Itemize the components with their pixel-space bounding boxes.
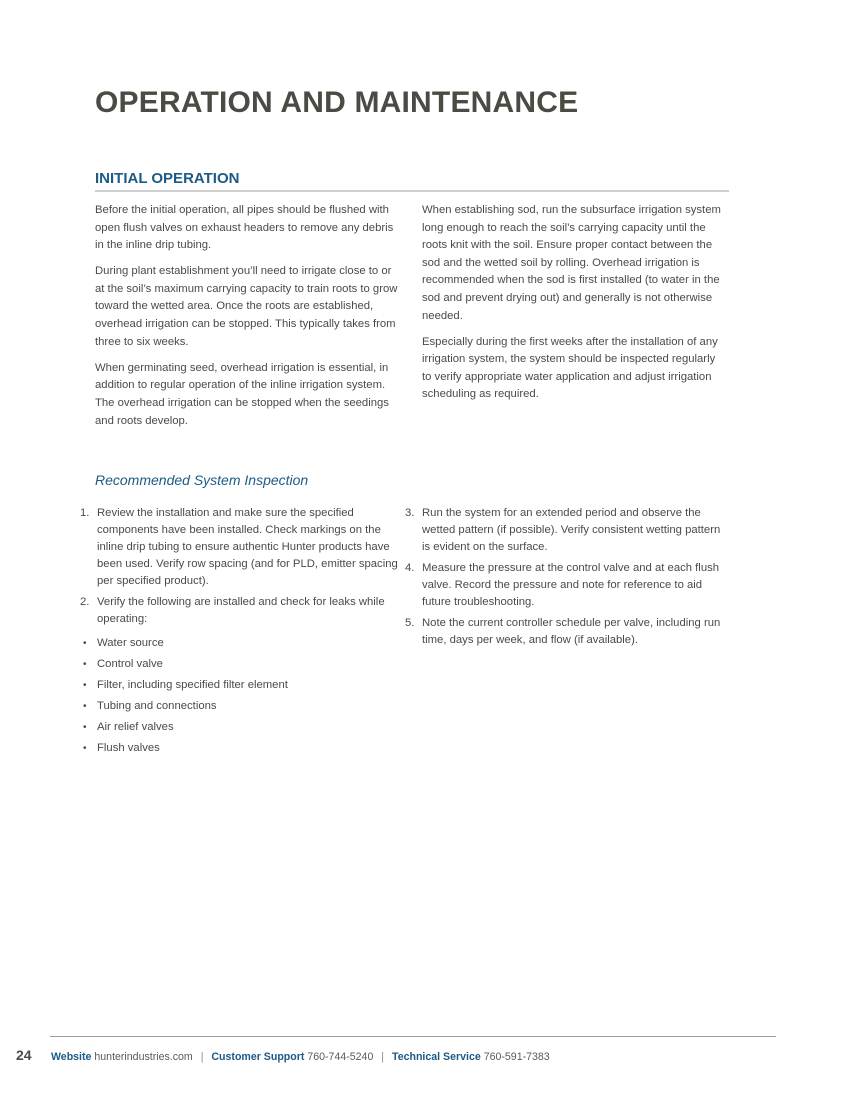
left-column <box>95 202 400 439</box>
bullet-item <box>80 635 400 656</box>
list-item-text: Note the current controller schedule per valve, including run time, days per week, and flow (if available). <box>422 617 721 646</box>
footer-separator: | <box>381 1051 385 1063</box>
list-number: 2. <box>80 596 90 608</box>
page-number: 24 <box>16 1047 32 1063</box>
bullet-item <box>80 719 400 740</box>
list-item-text: Verify the following are installed and check for leaks while operating: <box>97 596 385 625</box>
bullet-item <box>80 740 400 761</box>
footer-separator: | <box>200 1051 204 1063</box>
customer-support-phone: 760-744-5240 <box>307 1051 374 1063</box>
bullet-icon: • <box>83 743 87 754</box>
inspection-list-right <box>405 505 725 653</box>
paragraph: Before the initial operation, all pipes should be flushed with open flush valves on exhaust headers to remove any debris in the inline drip tubing. <box>95 204 394 252</box>
list-item <box>405 615 725 649</box>
technical-service-label: Technical Service <box>392 1051 481 1063</box>
list-number: 3. <box>405 507 415 519</box>
footer-divider <box>50 1036 776 1037</box>
bullet-icon: • <box>83 659 87 670</box>
check-items-list <box>80 635 400 761</box>
list-item <box>405 560 725 611</box>
bullet-text: Air relief valves <box>97 721 174 733</box>
inspection-heading: Recommended System Inspection <box>95 472 309 488</box>
footer <box>51 1051 550 1063</box>
bullet-item <box>80 698 400 719</box>
list-item-text: Measure the pressure at the control valve and at each flush valve. Record the pressure and note for reference to aid future troubleshooting. <box>422 562 720 608</box>
list-item <box>405 505 725 556</box>
technical-service-phone: 760-591-7383 <box>483 1051 550 1063</box>
bullet-text: Water source <box>97 637 164 649</box>
bullet-icon: • <box>83 722 87 733</box>
list-item-text: Review the installation and make sure the specified components have been installed. Check markings on the inline drip tubing to ensure authentic Hunter products have been used. Verify row spacing (and for PLD, emitter spacing per specified product). <box>97 507 398 587</box>
paragraph: When germinating seed, overhead irrigation is essential, in addition to regular operation of the inline irrigation system. The overhead irrigation can be stopped when the seedings and roots develop. <box>95 361 389 427</box>
website-label: Website <box>51 1051 92 1063</box>
website-link[interactable]: hunterindustries.com <box>94 1051 193 1063</box>
bullet-text: Filter, including specified filter element <box>97 679 288 691</box>
bullet-item <box>80 677 400 698</box>
list-item-text: Run the system for an extended period and observe the wetted pattern (if possible). Verify consistent wetting pattern is evident on the surface. <box>422 507 721 553</box>
bullet-text: Flush valves <box>97 742 160 754</box>
page-title: OPERATION AND MAINTENANCE <box>95 86 579 119</box>
inspection-list-left <box>80 505 400 761</box>
list-number: 1. <box>80 507 90 519</box>
bullet-icon: • <box>83 680 87 691</box>
section-heading-initial-operation: INITIAL OPERATION <box>95 170 729 192</box>
paragraph: When establishing sod, run the subsurface irrigation system long enough to reach the soil’s carrying capacity until the roots knit with the soil. Ensure proper contact between the sod and the wetted soil by rolling. Overhead irrigation is recommended when the sod is first installed (to water in the sod and prevent drying out) and generally is not otherwise needed. <box>422 204 721 322</box>
right-column <box>422 202 727 413</box>
bullet-item <box>80 656 400 677</box>
list-item <box>80 594 400 628</box>
paragraph: Especially during the first weeks after the installation of any irrigation system, the system should be inspected regularly to verify appropriate water application and adjust irrigation scheduling as required. <box>422 335 718 401</box>
paragraph: During plant establishment you’ll need to irrigate close to or at the soil’s maximum carrying capacity to train roots to grow toward the wetted area. Once the roots are established, overhead irrigation can be stopped. This typically takes from three to six weeks. <box>95 265 398 348</box>
bullet-icon: • <box>83 701 87 712</box>
customer-support-label: Customer Support <box>211 1051 305 1063</box>
bullet-text: Control valve <box>97 658 163 670</box>
bullet-text: Tubing and connections <box>97 700 217 712</box>
bullet-icon: • <box>83 638 87 649</box>
list-number: 4. <box>405 562 415 574</box>
list-number: 5. <box>405 617 415 629</box>
list-item <box>80 505 400 590</box>
